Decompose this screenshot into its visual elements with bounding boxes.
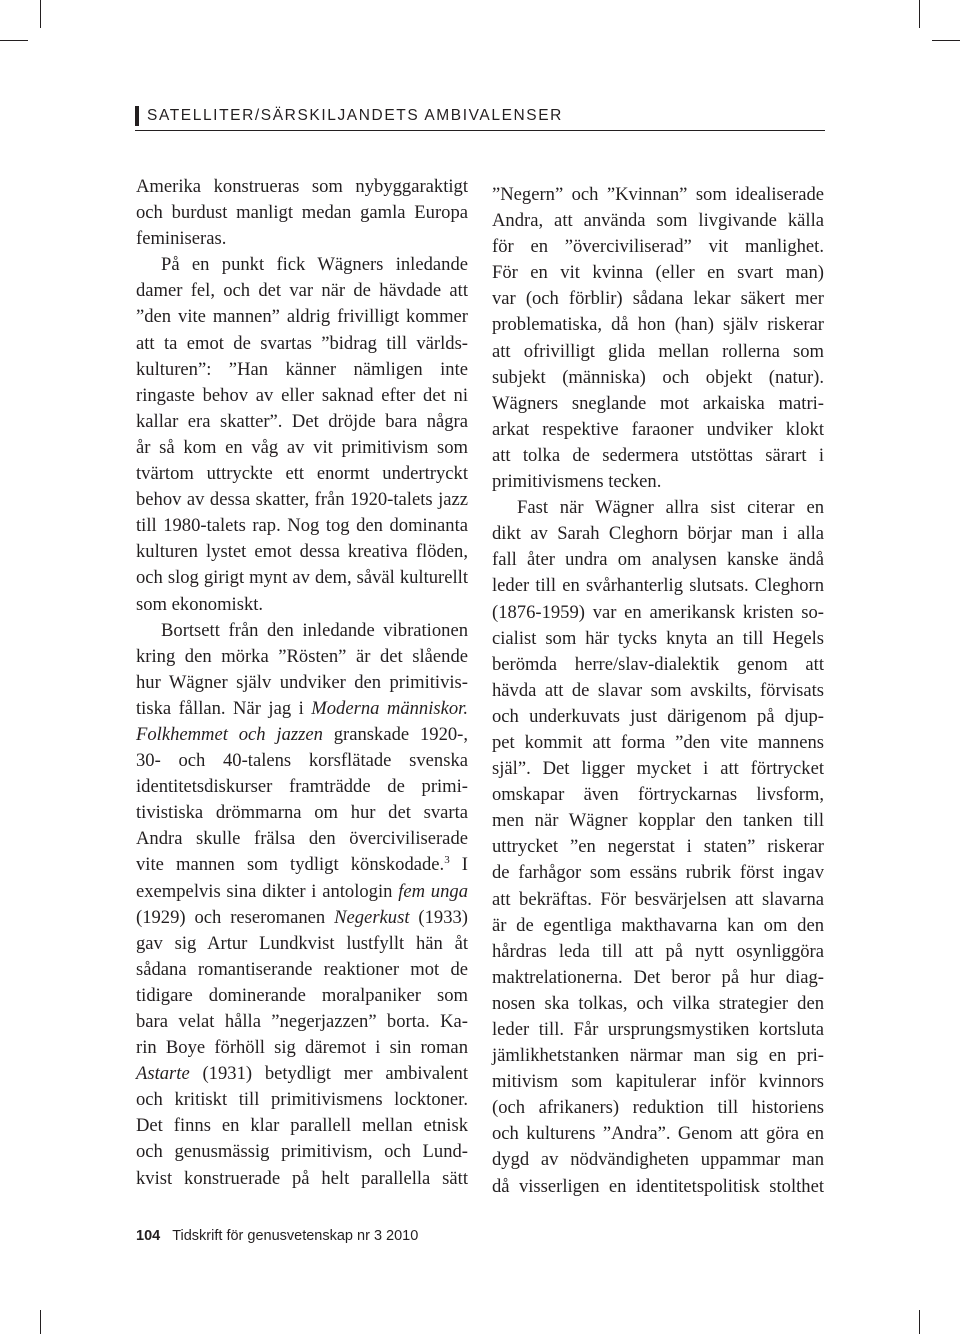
text-line: subjekt (människa) och objekt (natur). <box>492 366 824 388</box>
running-header <box>135 104 825 131</box>
text-run: I <box>449 854 469 876</box>
text-line <box>136 905 468 931</box>
book-title: Negerkust <box>334 906 410 928</box>
right-column <box>492 182 824 1200</box>
crop-mark <box>932 40 960 41</box>
text-line: och burdust manligt medan gamla Europa <box>136 202 468 224</box>
text-line: hävda att de slavar som avskilts, förvisats <box>492 679 824 701</box>
text-line: kulturen”: ”Han känner nämligen inte <box>136 358 468 380</box>
text-line: då visserligen en identitetspolitisk stolthet <box>492 1175 824 1197</box>
text-line: identitetsdiskurser framträdde de primi- <box>136 776 468 798</box>
text-line: att bekräftas. För besvärjelsen att slavarna <box>492 888 824 910</box>
text-line: behov av dessa skatter, från 1920-talets jazz <box>136 489 468 511</box>
text-line: är de egentliga makthavarna kan om den <box>492 914 824 936</box>
text-line: men när Wägner kopplar den tanken till <box>492 810 824 832</box>
text-line: som ekonomiskt. <box>136 593 264 615</box>
text-line: tidigare dominerande moralpaniker som <box>136 984 468 1006</box>
text-line: var (och förblir) sådana lekar säkert mer <box>492 288 824 310</box>
text-line: 30- och 40-talens korsflätade svenska <box>136 750 468 772</box>
text-line: ringaste behov av eller saknad efter det ni <box>136 384 468 406</box>
page-footer <box>136 1228 418 1244</box>
text-line: mitivism som kapitulerar inför kvinnors <box>492 1071 824 1093</box>
text-line: Det finns en klar parallell mellan etnisk <box>136 1115 468 1137</box>
text-line: Andra, att använda som livgivande källa <box>492 210 824 232</box>
text-line: för en ”överciviliserad” vit manlighet. <box>492 236 824 258</box>
text-run: (1933) <box>409 906 468 928</box>
text-line: cialist som här tycks knyta an till Hegels <box>492 627 824 649</box>
text-line: pet kommit att forma ”den vite mannens <box>492 731 824 753</box>
text-line: att ta emot de svartas ”bidrag till världs- <box>136 332 468 354</box>
text-line: och underkuvats just därigenom på djup- <box>492 705 824 727</box>
text-line: fall åter undra om analysen kanske ändå <box>492 549 824 571</box>
text-line: Andra skulle frälsa den överciviliserade <box>136 828 468 850</box>
text-line: rin Boye förhöll sig däremot i sin roman <box>136 1037 468 1059</box>
running-title: SATELLITER/SÄRSKILJANDETS AMBIVALENSER <box>147 107 563 124</box>
book-title: Folkhemmet och jazzen <box>136 723 323 745</box>
text-line: primitivismens tecken. <box>492 471 662 493</box>
text-line: uttrycket ”en negerstat i staten” riskerar <box>492 836 824 858</box>
text-line: Bortsett från den inledande vibrationen <box>161 619 468 641</box>
text-line: de farhågor som essäns rubrik först ingav <box>492 862 824 884</box>
text-line: berömda herre/slav-dialektik genom att <box>492 653 824 675</box>
text-run: exempelvis sina dikter i antologin <box>136 880 399 902</box>
book-title: fem unga <box>398 880 468 902</box>
text-line: hårdras leda till att på nytt osynliggöra <box>492 940 824 962</box>
text-line: och genusmässig primitivism, och Lund- <box>136 1141 468 1163</box>
text-line: problematiska, då hon (han) själv riskerar <box>492 314 824 336</box>
left-column <box>136 174 468 1192</box>
crop-mark <box>40 0 41 28</box>
text-line: dikt av Sarah Cleghorn börjar man i alla <box>492 523 824 545</box>
text-run: (1931) betydligt mer ambivalent <box>189 1063 468 1085</box>
text-line: Amerika konstrueras som nybyggaraktigt <box>136 176 468 197</box>
text-run: granskade 1920-, <box>322 723 469 745</box>
text-line: gav sig Artur Lundkvist lustfyllt hän åt <box>136 932 468 954</box>
text-line: kring den mörka ”Rösten” är det slående <box>136 645 468 667</box>
text-line <box>136 1061 468 1087</box>
text-line: hur Wägner själv undviker den primitivis- <box>136 671 468 693</box>
footnote-ref: 3 <box>444 854 450 867</box>
text-line: feminiseras. <box>136 228 227 250</box>
text-line: och slog girigt mynt av dem, såväl kulturellt <box>136 567 468 589</box>
text-line: dygd av nödvändigheten uppammar man <box>492 1149 824 1171</box>
text-line: (och afrikaners) reduktion till historiens <box>492 1097 824 1119</box>
text-line: ”den vite mannen” aldrig frivilligt kommer <box>136 306 468 328</box>
crop-mark <box>0 40 28 41</box>
text-line: omskapar även förtryckarnas livsform, <box>492 784 824 806</box>
text-line: tivistiska drömmarna om hur det svarta <box>136 802 468 824</box>
book-title: Moderna människor. <box>311 697 469 719</box>
text-run: vite mannen som tydligt könskodade. <box>136 854 445 876</box>
text-line: tvärtom uttryckte ett enormt undertryckt <box>136 463 468 485</box>
text-line: För en vit kvinna (eller en svart man) <box>492 262 824 284</box>
book-title: Astarte <box>136 1063 190 1085</box>
text-line: leder till en svårhanterlig slutsats. Cleghorn <box>492 575 824 597</box>
text-line <box>136 879 468 905</box>
text-line: kallar era skatter”. Det dröjde bara några <box>136 410 468 432</box>
text-line: ”Negern” och ”Kvinnan” som idealiserade <box>492 184 824 205</box>
text-line: kulturen lystet emot dessa kreativa flöden, <box>136 541 468 563</box>
text-line: till 1980-talets rap. Nog tog den dominanta <box>136 515 468 537</box>
text-run: tiska fållan. När jag i <box>136 697 312 719</box>
text-line: och kritiskt till primitivismens locktoner. <box>136 1089 468 1111</box>
text-line: På en punkt fick Wägners inledande <box>161 254 468 276</box>
header-marker <box>135 106 139 126</box>
text-line: att ofrivilligt glida mellan rollerna som <box>492 340 824 362</box>
text-line: Wägners sneglande mot arkaiska matri- <box>492 392 824 414</box>
text-line: maktrelationerna. Det beror på hur diag- <box>492 966 824 988</box>
text-line: Fast när Wägner allra sist citerar en <box>517 497 824 519</box>
journal-title: Tidskrift för genusvetenskap nr 3 2010 <box>172 1228 419 1244</box>
text-run: (1929) och reseromanen <box>136 906 335 928</box>
text-line: nosen ska tolkas, och vilka strategier den <box>492 992 824 1014</box>
text-line: bara velat hålla ”negerjazzen” borta. Ka- <box>136 1011 468 1032</box>
crop-mark <box>919 0 920 28</box>
text-line: jämlikhetstanken närmar man sig en pri- <box>492 1045 824 1067</box>
page-number: 104 <box>136 1228 161 1244</box>
text-line: och kulturens ”Andra”. Genom att göra en <box>492 1123 824 1145</box>
crop-mark <box>919 1310 920 1334</box>
text-line: sådana romantiserande reaktioner mot de <box>136 958 468 980</box>
text-line: själ”. Det ligger mycket i att förtrycket <box>492 758 824 780</box>
text-line: arkat respektive faraoner undviker klokt <box>492 418 824 440</box>
text-line <box>136 852 468 878</box>
text-line: kvist konstruerade på helt parallella sätt <box>136 1167 468 1189</box>
text-line: (1876-1959) var en amerikansk kristen so- <box>492 601 824 623</box>
text-line: år så kom en våg av vit primitivism som <box>136 436 468 458</box>
text-line: damer fel, och det var när de hävdade att <box>136 280 468 302</box>
text-line: leder till. Får ursprungsmystiken kortsluta <box>492 1019 824 1040</box>
crop-mark <box>40 1310 41 1334</box>
text-line <box>136 722 468 748</box>
text-line <box>136 696 468 722</box>
text-line: att tolka de sedermera utstöttas särart i <box>492 444 824 466</box>
